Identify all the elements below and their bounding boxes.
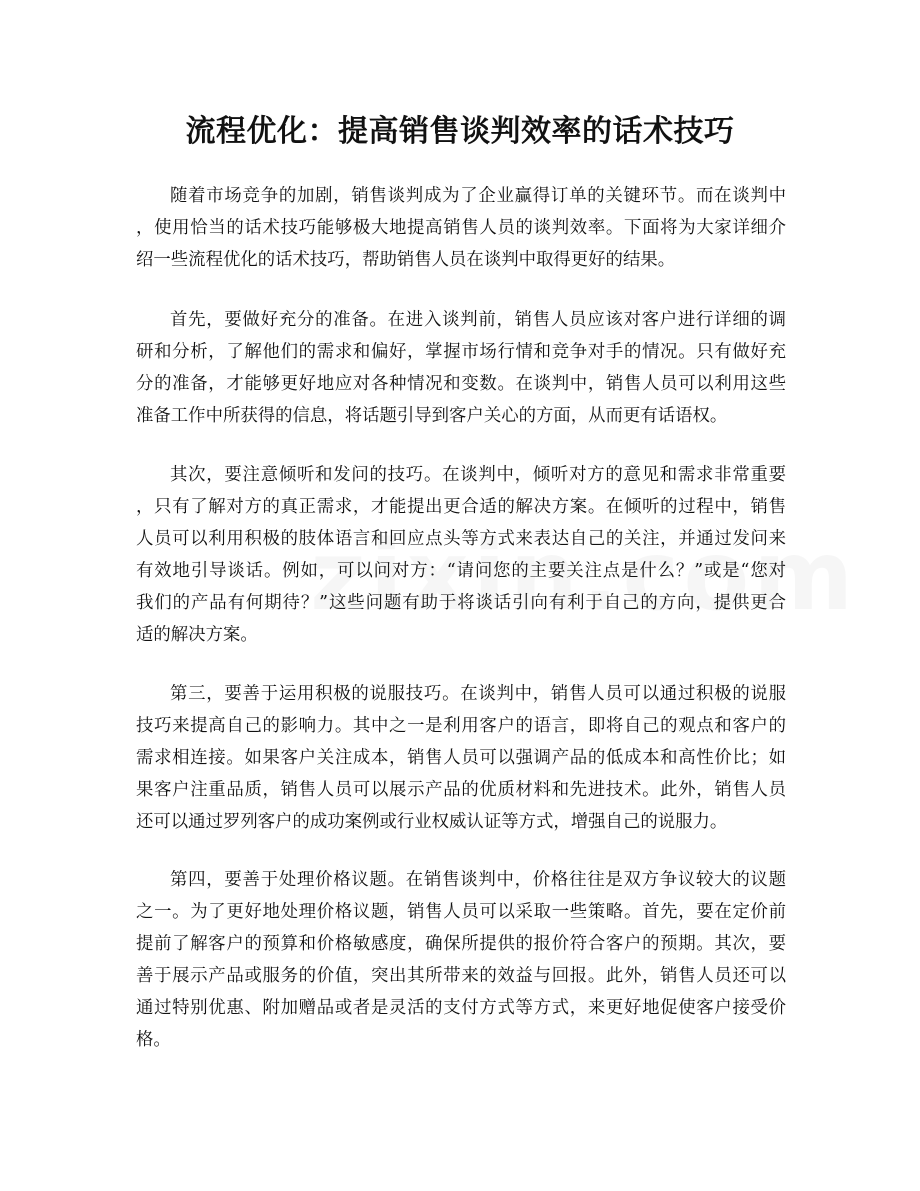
- paragraph-line: 格。: [136, 1030, 171, 1050]
- paragraph-line: 随着市场竞争的加剧，销售谈判成为了企业赢得订单的关键环节。而在谈判中: [170, 186, 786, 206]
- paragraph-line: 我们的产品有何期待？”这些问题有助于将谈话引向有利于自己的方向，提供更合: [136, 593, 786, 613]
- page-title: 流程优化：提高销售谈判效率的话术技巧: [185, 114, 735, 149]
- paragraph-line: 分的准备，才能够更好地应对各种情况和变数。在谈判中，销售人员可以利用这些: [136, 374, 786, 394]
- paragraph-line: 适的解决方案。: [136, 625, 258, 645]
- paragraph-line: 第四，要善于处理价格议题。在销售谈判中，价格往往是双方争议较大的议题: [170, 870, 786, 890]
- paragraph-line: 之一。为了更好地处理价格议题，销售人员可以采取一些策略。首先，要在定价前: [136, 902, 786, 922]
- paragraph-line: 还可以通过罗列客户的成功案例或行业权威认证等方式，增强自己的说服力。: [136, 812, 728, 832]
- paragraph-line: ，使用恰当的话术技巧能够极大地提高销售人员的谈判效率。下面将为大家详细介: [136, 218, 786, 238]
- paragraph-line: 果客户注重品质，销售人员可以展示产品的优质材料和先进技术。此外，销售人员: [136, 780, 786, 800]
- paragraph-line: 首先，要做好充分的准备。在进入谈判前，销售人员应该对客户进行详细的调: [170, 310, 786, 330]
- paragraph-3: [136, 459, 786, 651]
- paragraph-line: 研和分析，了解他们的需求和偏好，掌握市场行情和竞争对手的情况。只有做好充: [136, 342, 786, 362]
- paragraph-line: 第三，要善于运用积极的说服技巧。在谈判中，销售人员可以通过积极的说服: [170, 684, 786, 704]
- paragraph-line: 绍一些流程优化的话术技巧，帮助销售人员在谈判中取得更好的结果。: [136, 250, 676, 270]
- paragraph-1: [136, 180, 786, 276]
- paragraph-line: 提前了解客户的预算和价格敏感度，确保所提供的报价符合客户的预期。其次，要: [136, 934, 786, 954]
- paragraph-line: 善于展示产品或服务的价值，突出其所带来的效益与回报。此外，销售人员还可以: [136, 966, 786, 986]
- paragraph-line: ，只有了解对方的真正需求，才能提出更合适的解决方案。在倾听的过程中，销售: [136, 497, 786, 517]
- paragraph-line: 需求相连接。如果客户关注成本，销售人员可以强调产品的低成本和高性价比；如: [136, 748, 786, 768]
- paragraph-line: 人员可以利用积极的肢体语言和回应点头等方式来表达自己的关注，并通过发问来: [136, 529, 786, 549]
- paragraph-4: [136, 678, 786, 838]
- paragraph-5: [136, 864, 786, 1056]
- paragraph-line: 通过特别优惠、附加赠品或者是灵活的支付方式等方式，来更好地促使客户接受价: [136, 998, 786, 1018]
- paragraph-line: 其次，要注意倾听和发问的技巧。在谈判中，倾听对方的意见和需求非常重要: [170, 465, 786, 485]
- paragraph-2: [136, 304, 786, 432]
- paragraph-line: 技巧来提高自己的影响力。其中之一是利用客户的语言，即将自己的观点和客户的: [136, 716, 786, 736]
- paragraph-line: 有效地引导谈话。例如，可以问对方：“请问您的主要关注点是什么？”或是“您对: [136, 561, 786, 581]
- paragraph-line: 准备工作中所获得的信息，将话题引导到客户关心的方面，从而更有话语权。: [136, 406, 728, 426]
